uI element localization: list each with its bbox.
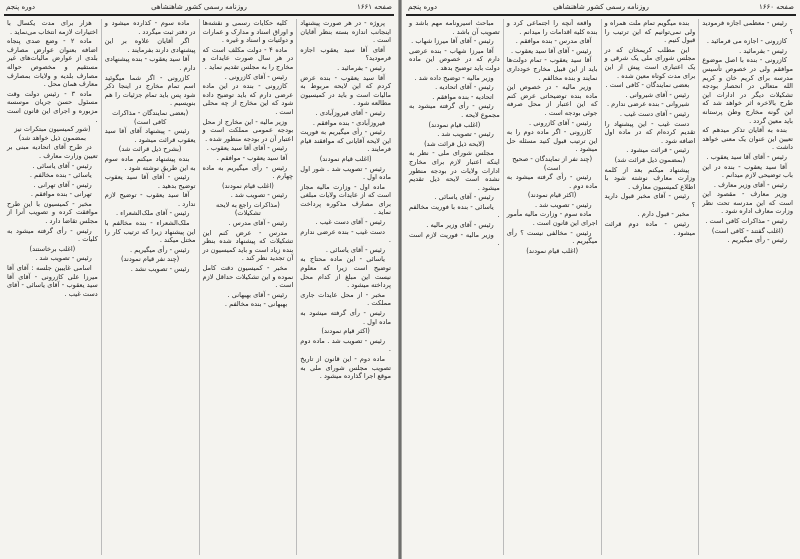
paragraph: آقای مدرس - بنده موافقم . bbox=[515, 37, 592, 46]
paragraph: آقا سید یعقوب - بنده پیشنهادی دارم . bbox=[104, 55, 196, 72]
paragraph: (اغلب قیام نمودند) bbox=[428, 120, 481, 129]
paragraph: رئیس - بفرمائید . bbox=[739, 46, 787, 55]
paragraph: آقا سید یعقوب - بنده در این باب توضیحی لازم میدانم . bbox=[702, 162, 793, 180]
paragraph: رئیس - ماده دوم قرائت میشود . bbox=[604, 220, 696, 237]
paragraph: رئیس - آقای وزیر معارف . bbox=[713, 180, 787, 189]
paragraph: رئیس - آقای مدرس . bbox=[228, 219, 288, 228]
paragraph: رئیس - آقای آقا سید یعقوب . bbox=[510, 46, 592, 55]
paragraph: کازرونی - اگر ماده دوم را به این ترتیب قبول کنید مسئله حل میشود . bbox=[506, 128, 598, 154]
paragraph: رئیس - پیشنهاد آقای آقا سید یعقوب قرائت میشود . bbox=[104, 127, 196, 144]
paragraph: ماده ۳ - رئیس دولت وقت مسئول حسن جریان موسسه مزبوره و اجرای این قانون است . bbox=[7, 89, 98, 124]
paragraph: رئیس - رأی میگیریم به فوریت این لایحه آقایانی که موافقند قیام فرمایند . bbox=[300, 128, 391, 154]
paragraph: رئیس - آقای شیروانی . bbox=[625, 90, 690, 99]
paragraph: آقا سید یعقوب - بنده عرض کردم که این لایحه مربوط به مالیات است و باید در کمیسیون مطالعه شود . bbox=[300, 73, 391, 108]
paragraph: آقا سید یعقوب - توضیح لازم ندارد . bbox=[104, 191, 196, 208]
right-page bbox=[402, 0, 800, 559]
paragraph: رئیس - تصویب شد . bbox=[35, 254, 92, 263]
paragraph: (لایحه ذیل قرائت شد) bbox=[424, 139, 485, 148]
paragraph: رئیس - رأی میگیریم به ماده چهارم . bbox=[202, 163, 294, 181]
paragraph: وزیر مالیه - این مخارج از محل بودجه عمومی مملکت است و اعتبار آن در بودجه منظور شده . bbox=[202, 117, 294, 143]
paragraph: فیروزآبادی - بنده موافقم . bbox=[312, 118, 385, 127]
paragraph: (بعضی نمایندگان - مذاکرات کافی است) bbox=[112, 108, 189, 126]
paragraph: (اغلب گفتند - کافی است) bbox=[711, 226, 784, 235]
paragraph: اسامی غایبین جلسه : آقای آقا میرزا علی کازرونی - آقای آقا سید یعقوب - آقای یاسائی - آقای دست غیب . bbox=[7, 264, 98, 298]
paragraph: (اکثر قیام نمودند) bbox=[527, 191, 577, 200]
text-column bbox=[4, 19, 101, 555]
paragraph: رئیس - آقای آقا سید یعقوب . bbox=[706, 152, 787, 161]
paragraph: رئیس - آقای آقا میرزا شهاب . bbox=[411, 37, 494, 46]
paragraph: مخبر - کمیسیون دقت کامل نموده و این تشکیلات حداقل لازم است . bbox=[202, 264, 294, 290]
newspaper-title: روزنامه رسمی کشور شاهنشاهی bbox=[151, 3, 247, 11]
text-column bbox=[503, 19, 601, 555]
paragraph: (اغلب قیام نمودند) bbox=[526, 246, 579, 255]
paragraph: رئیس - معظمی اجازه فرمودید ؟ bbox=[702, 19, 793, 36]
paragraph: تهرانی - بنده موافقم . bbox=[30, 190, 92, 199]
paragraph: (بمضمون ذیل قرائت شد) bbox=[614, 155, 686, 164]
paragraph: (چند نفر قیام نمودند) bbox=[120, 255, 180, 264]
paragraph: وزیر معارف - مقصود این است که این مدرسه تحت نظر وزارت معارف اداره شود . bbox=[702, 190, 793, 216]
paragraph: ملک‌الشعراء - بنده مخالفم با این پیشنهاد زیرا که ترتیب کار را مختل میکند . bbox=[104, 219, 196, 245]
paragraph: رئیس - رأی گرفته میشود به مجموع لایحه . bbox=[409, 102, 500, 119]
paragraph: رئیس - آقای مخبر قبول دارید ؟ bbox=[604, 192, 696, 209]
paragraph: وزیر مالیه - توضیح داده شد . bbox=[414, 73, 494, 82]
paragraph: رئیس - تصویب نشد . bbox=[130, 265, 190, 274]
paragraph: وزیر مالیه - در خصوص این ماده بنده توضیحاتی عرض کنم که این اعتبار از محل صرفه جوئی بودجه است . bbox=[506, 83, 598, 117]
paragraph: رئیس - تصویب شد . bbox=[437, 130, 494, 139]
paragraph: رئیس - آقای دست غیب . bbox=[619, 109, 690, 118]
paragraph: مجلس شورای ملی - نظر به اینکه اعتبار لازم برای مخارج ادارات ولایات در بودجه منظور نشده است لایحه ذیل تقدیم میشود . bbox=[409, 149, 500, 192]
paragraph: رئیس - آقای ملک‌الشعراء . bbox=[115, 209, 190, 218]
paragraph: رئیس - آقای یاسائی . bbox=[434, 193, 494, 202]
paragraph: یاسائی - بنده با فوریت مخالفم . bbox=[409, 202, 500, 220]
paragraph: پروژه - در هر صورت پیشنهاد اینجانب اندازه بسته بنظر آقایان است . bbox=[300, 19, 391, 45]
paragraph: بنده پیشنهاد میکنم ماده سوم به این طریق نوشته شود . bbox=[104, 154, 196, 172]
paragraph: بهبهانی - بنده مخالفم . bbox=[224, 300, 288, 309]
volume-label: دوره پنجم bbox=[6, 3, 36, 11]
text-columns bbox=[4, 19, 394, 555]
paragraph: هزار برای مدت یکسال با اختیارات لازمه انتخاب می‌نماید . bbox=[7, 19, 98, 36]
paragraph: کازرونی - اجازه می فرمائید . bbox=[706, 37, 787, 46]
paragraph: رئیس - آقای آقا سید یعقوب . bbox=[206, 144, 288, 153]
paragraph: رئیس - رأی گرفته میشود به ماده دوم . bbox=[506, 173, 598, 190]
paragraph: دست غیب - این پیشنهاد را تقدیم کرده‌ام که در ماده اول اضافه شود . bbox=[604, 119, 696, 145]
paragraph: رئیس - آقای یاسائی . bbox=[32, 161, 92, 170]
paragraph: ماده دوم - این قانون از تاریخ تصویب مجلس شورای ملی به موقع اجرا گذارده میشود . bbox=[300, 354, 391, 381]
paragraph: شیروانی - بنده عرضی ندارم . bbox=[606, 100, 690, 109]
text-column bbox=[101, 19, 199, 555]
newspaper-title: روزنامه رسمی کشور شاهنشاهی bbox=[553, 3, 649, 11]
paragraph: (اغلب برخاستند) bbox=[29, 244, 76, 253]
paragraph: اتحادیه - بنده موافقم . bbox=[432, 92, 494, 101]
paragraph: اگر آقایان علاوه بر این پیشنهادی دارند بفرمایند . bbox=[104, 37, 196, 54]
paragraph: رئیس - تصویب شد . bbox=[534, 200, 592, 209]
paragraph: مخبر - قبول دارم . bbox=[637, 210, 690, 219]
paragraph: رئیس - تصویب شد . bbox=[230, 191, 288, 200]
paragraph: بعضی نمایندگان - کافی است . bbox=[605, 81, 690, 90]
paragraph: رئیس - آقای آقا سید یعقوب توضیح بدهید . bbox=[104, 173, 196, 190]
paragraph: آقا سید یعقوب - تمام دولت‌ها باید از این قبیل مخارج خودداری نمایند و بنده مخالفم . bbox=[506, 56, 598, 82]
paragraph: آقا سید یعقوب - موافقم . bbox=[216, 153, 288, 162]
paragraph: ماده سوم - کذارده میشود و در دفتر ثبت میگردد . bbox=[104, 19, 196, 36]
paragraph: مخبر - از محل عایدات جاری مملکت . bbox=[300, 290, 391, 308]
paragraph: (اکثر قیام نمودند) bbox=[321, 327, 370, 336]
paragraph: رئیس - آقای دست غیب . bbox=[315, 218, 385, 227]
paragraph: مخبر - کمیسیون با این طرح موافقت کرده و تصویب آنرا از مجلس تقاضا دارد . bbox=[7, 199, 98, 226]
paragraph: رئیس - آقای بهبهانی . bbox=[227, 290, 288, 299]
paragraph: دست غیب - بنده عرضی ندارم . bbox=[300, 227, 391, 245]
left-page bbox=[0, 0, 398, 559]
paragraph: (مذاکرات راجع به لایحه تشکیلات) bbox=[215, 200, 280, 218]
paragraph: رئیس - رأی میگیریم . bbox=[130, 245, 190, 254]
paragraph: رئیس - مخالفی نیست ؟ رأی میگیریم . bbox=[506, 228, 598, 246]
paragraph: رئیس - آقای تهرانی . bbox=[33, 180, 92, 189]
paragraph: (بشرح ذیل قرائت شد) bbox=[118, 145, 182, 154]
paragraph: کازرونی - بنده با اصل موضوع موافقم ولی در خصوص تأسیس مدرسه برای کریم خان و کریم الله متعالی در انحصار بودجه تشکیلات دیگر در ادارات این طرح بالاخره اثر خواهد شد که این گونه مخارج وطن پرستانه باید معین گردد . bbox=[702, 56, 793, 125]
paragraph: وزیر مالیه - فوریت لازم است . bbox=[409, 230, 500, 248]
paragraph: رئیس - آقای وزیر مالیه . bbox=[426, 221, 494, 230]
paragraph: (چند نفر از نمایندگان - صحیح است) bbox=[512, 154, 593, 172]
paragraph: مدرس - عرض کنم این تشکیلات که پیشنهاد شده بنظر بنده زیاد است و باید کمیسیون در آن تجدید نظر کند . bbox=[202, 228, 294, 263]
paragraph: رئیس - قرائت میشود . bbox=[626, 146, 690, 155]
paragraph: یاسائی - این ماده محتاج به توضیح است زیرا که معلوم نیست این مبلغ از کدام محل پرداخته میشود . bbox=[300, 255, 391, 290]
paragraph: رئیس - بفرمائید . bbox=[337, 63, 385, 72]
paragraph: بنده به آقایان تذکر میدهم که تعیین این عنوان یک معنی خواهد داشت . bbox=[702, 126, 793, 152]
paragraph: ماده ۲ - وضع صدی پنجاه اضافه بعنوان عوارض مصارف بلدی از عوارض مالیات‌های غیر مستقیم و مخصوص حواله مصارف بلدیه و ولایات بمصارف معارف همان محل . bbox=[7, 37, 98, 89]
paragraph: رئیس - تصویب شد . شور اول ماده اول . bbox=[300, 164, 391, 182]
paragraph: کازرونی - اگر شما میگوئید اسم تمام مخارج در اینجا ذکر شود پس باید تمام جزئیات را هم بنویسیم . bbox=[104, 73, 196, 108]
paragraph: آقای آقا سید یعقوب اجازه فرمودید؟ bbox=[300, 45, 391, 63]
volume-label: دوره پنجم bbox=[408, 3, 438, 11]
paragraph: (شور کمیسیون مبتکرات نیز بمضمون ذیل خواهد شد) bbox=[14, 125, 91, 142]
paragraph: رئیس - آقای یاسائی . bbox=[325, 245, 385, 254]
page-header bbox=[6, 3, 392, 13]
page-number: صفحه ۱۶۶۱ bbox=[356, 3, 392, 11]
paragraph: مباحث اسیرونامه مهم باشد و تصویب آن باشد . bbox=[409, 19, 500, 36]
paragraph: رئیس - تصویب شد . ماده دوم . bbox=[300, 336, 391, 354]
paragraph: (اغلب قیام نمودند) bbox=[221, 181, 274, 190]
paragraph: رئیس - آقای کازرونی . bbox=[224, 72, 288, 81]
text-columns bbox=[406, 19, 796, 555]
paragraph: کازرونی - بنده در این ماده عرضی دارم که باید توضیح داده شود که این مخارج از چه محلی است . bbox=[202, 82, 294, 116]
header-rule bbox=[4, 14, 394, 16]
paragraph: رئیس - رأی گرفته میشود به ماده اول . bbox=[300, 309, 391, 326]
text-column bbox=[698, 19, 796, 555]
paragraph: رئیس - آقای فیروزآبادی . bbox=[315, 108, 385, 117]
paragraph: رئیس - آقای اتحادیه . bbox=[435, 83, 494, 92]
text-column bbox=[406, 19, 503, 555]
text-column bbox=[296, 19, 394, 555]
page-header bbox=[408, 3, 794, 13]
paragraph: ماده سوم - وزارت مالیه مأمور اجرای این قانون است . bbox=[506, 210, 598, 228]
paragraph: رئیس - آقای کازرونی . bbox=[529, 118, 592, 127]
paragraph: در طرح آقای اتحادیه مبنی بر تعیین وزارت معارف . bbox=[7, 143, 98, 160]
paragraph: کلیه حکایات رسمی و نقشه‌ها و اوراق اسناد و مدارک و عمارات و دولتیات و اسناد و غیره . bbox=[202, 19, 294, 45]
paragraph: ماده اول - وزارت مالیه مجاز است که از عایدات ولایات مبلغی برای مصارف مذکوره پرداخت نماید . bbox=[300, 182, 391, 217]
paragraph: (اغلب قیام نمودند) bbox=[319, 154, 372, 163]
paragraph: یاسائی - بنده مخالفم . bbox=[29, 171, 92, 180]
paragraph: واقعه آنچه را اجتماعی کرد و بنده کلیه اقدامات را میدانم . bbox=[506, 19, 598, 36]
text-column bbox=[199, 19, 297, 555]
paragraph: رئیس - رأی میگیریم . bbox=[727, 236, 787, 245]
paragraph: پیشنهاد میکنم بعد از کلمه وزارت معارف نوشته شود با اطلاع کمیسیون معارف . bbox=[604, 165, 696, 191]
page-number: صفحه ۱۶۶۰ bbox=[758, 3, 794, 11]
header-rule bbox=[406, 14, 796, 16]
paragraph: رئیس - مذاکرات کافی است . bbox=[705, 217, 787, 226]
paragraph: رئیس - رأی گرفته میشود به کلیات . bbox=[7, 226, 98, 244]
text-column bbox=[601, 19, 699, 555]
paragraph: ماده ۴ - دولت مکلف است که در هر سال صورت عایدات و مخارج را به مجلس تقدیم نماید . bbox=[202, 45, 294, 71]
paragraph: آقا میرزا شهاب - بنده عرضی دارم که در خصوص این ماده دولت باید توضیح بدهد . bbox=[409, 46, 500, 72]
paragraph: بنده میگویم تمام ملت همراه و ولی نمی‌توانیم که این ترتیب را قبول کنیم . bbox=[604, 19, 696, 45]
paragraph: این مطلب کریمخان که در مجلس شورای ملی یک شرقی و یک اعتباری است پیش از این برای مدت کوتاه معین شده . bbox=[604, 45, 696, 80]
